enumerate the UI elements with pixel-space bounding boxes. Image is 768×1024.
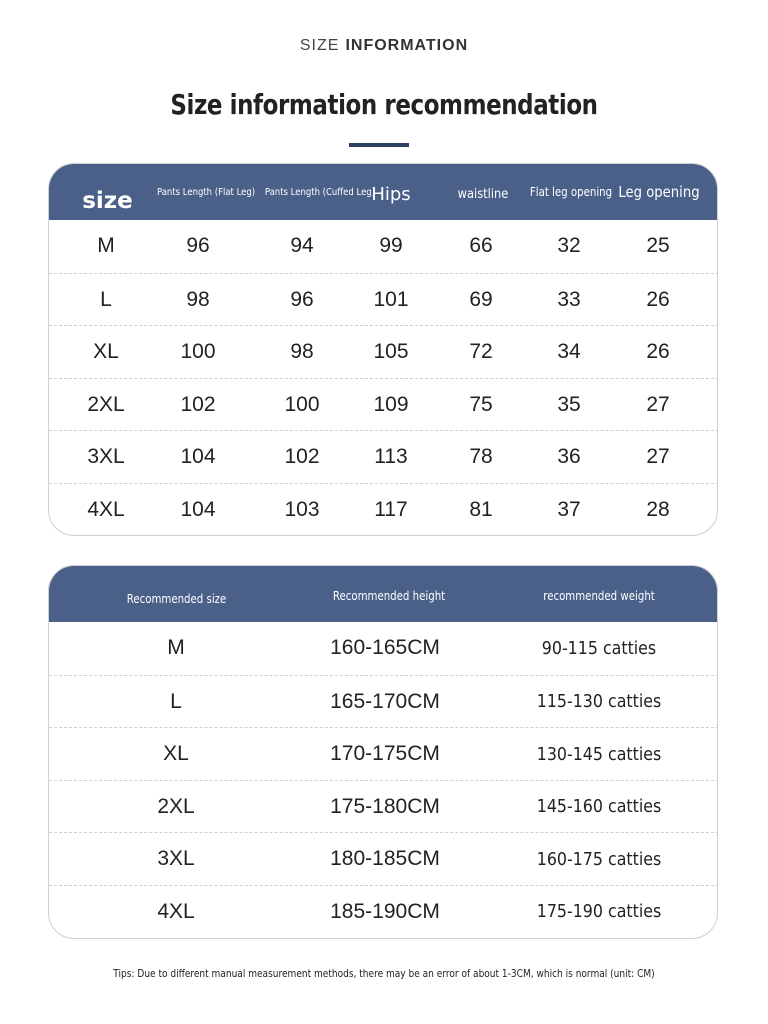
cell-pants-cuffed: 103 (284, 497, 320, 521)
title-underline (349, 143, 409, 147)
cell-hips: 99 (379, 234, 403, 258)
col-header-leg-opening: Leg opening (618, 183, 700, 201)
cell-hips: 117 (374, 497, 408, 521)
cell-pants-flat: 104 (180, 445, 216, 469)
cell-size: L (100, 287, 112, 311)
recommend-table-header (49, 566, 718, 622)
cell-weight: 145-160 catties (536, 796, 662, 818)
cell-height: 185-190CM (330, 899, 440, 923)
recommend-row-4xl (49, 885, 718, 938)
size-row-2xl (49, 378, 718, 431)
cell-waistline: 78 (469, 445, 493, 469)
size-row-4xl (49, 483, 718, 536)
cell-leg-opening: 27 (646, 445, 670, 469)
cell-size: 3XL (87, 445, 125, 469)
cell-hips: 109 (373, 392, 409, 416)
cell-waistline: 66 (469, 234, 493, 258)
cell-pants-flat: 104 (180, 497, 216, 521)
cell-pants-flat: 98 (186, 287, 210, 311)
cell-flat-leg-opening: 35 (557, 392, 581, 416)
cell-flat-leg-opening: 36 (557, 445, 581, 469)
cell-waistline: 81 (469, 497, 493, 521)
cell-weight: 160-175 catties (536, 848, 662, 870)
cell-leg-opening: 26 (646, 340, 670, 364)
cell-height: 180-185CM (330, 847, 440, 871)
cell-weight: 175-190 catties (536, 901, 662, 923)
size-table-header (49, 164, 718, 220)
cell-pants-cuffed: 94 (290, 234, 314, 258)
cell-size: 2XL (157, 794, 195, 818)
cell-hips: 101 (373, 287, 409, 311)
col-header-hips: Hips (371, 183, 411, 205)
recommend-row-m (49, 622, 718, 675)
size-table (48, 163, 718, 536)
page-title: Size information recommendation (170, 88, 598, 121)
recommend-table (48, 565, 718, 939)
cell-size: 4XL (157, 899, 195, 923)
cell-weight: 115-130 catties (536, 691, 662, 713)
section-tag (0, 37, 768, 55)
cell-height: 175-180CM (330, 794, 440, 818)
section-tag-information: INFORMATION (345, 37, 469, 54)
cell-flat-leg-opening: 32 (557, 234, 581, 258)
recommend-row-xl (49, 727, 718, 780)
recommend-row-3xl (49, 832, 718, 885)
col-header-flat-leg-opening: Flat leg opening (529, 185, 613, 199)
cell-waistline: 75 (469, 392, 493, 416)
col-header-recommended-size: Recommended size (126, 592, 227, 606)
col-header-pants-cuffed: Pants Length (Cuffed Leg) (264, 186, 376, 198)
col-header-recommended-height: Recommended height (332, 589, 446, 603)
size-row-xl (49, 325, 718, 378)
cell-height: 170-175CM (330, 742, 440, 766)
cell-size: M (167, 636, 185, 660)
cell-pants-cuffed: 100 (284, 392, 320, 416)
cell-height: 160-165CM (330, 636, 440, 660)
cell-size: 2XL (87, 392, 125, 416)
col-header-pants-flat: Pants Length (Flat Leg) (156, 186, 256, 198)
cell-pants-flat: 100 (180, 340, 216, 364)
size-row-m (49, 220, 718, 273)
cell-waistline: 69 (469, 287, 493, 311)
section-tag-size: SIZE (299, 37, 340, 54)
cell-hips: 113 (374, 445, 408, 469)
cell-flat-leg-opening: 33 (557, 287, 581, 311)
cell-height: 165-170CM (330, 689, 440, 713)
col-header-size: size (82, 188, 133, 214)
cell-size: 4XL (87, 497, 125, 521)
col-header-recommended-weight: recommended weight (543, 589, 655, 603)
cell-leg-opening: 27 (646, 392, 670, 416)
cell-flat-leg-opening: 34 (557, 340, 581, 364)
cell-leg-opening: 25 (646, 234, 670, 258)
cell-size: L (170, 689, 182, 713)
cell-leg-opening: 28 (646, 497, 670, 521)
cell-weight: 130-145 catties (536, 743, 662, 765)
cell-pants-flat: 96 (186, 234, 210, 258)
cell-pants-cuffed: 96 (290, 287, 314, 311)
cell-leg-opening: 26 (646, 287, 670, 311)
cell-size: 3XL (157, 847, 195, 871)
cell-size: M (97, 234, 115, 258)
recommend-row-2xl (49, 780, 718, 833)
cell-waistline: 72 (469, 340, 493, 364)
cell-pants-cuffed: 102 (284, 445, 320, 469)
cell-size: XL (163, 742, 189, 766)
cell-hips: 105 (373, 340, 409, 364)
cell-weight: 90-115 catties (541, 637, 657, 659)
col-header-waistline: waistline (457, 186, 509, 202)
size-row-3xl (49, 430, 718, 483)
cell-pants-flat: 102 (180, 392, 216, 416)
cell-size: XL (93, 340, 119, 364)
measurement-tips: Tips: Due to different manual measurement methods, there may be an error of about 1-3CM, which is normal (unit: CM) (113, 967, 655, 980)
cell-flat-leg-opening: 37 (557, 497, 581, 521)
cell-pants-cuffed: 98 (290, 340, 314, 364)
recommend-row-l (49, 675, 718, 728)
size-row-l (49, 273, 718, 326)
